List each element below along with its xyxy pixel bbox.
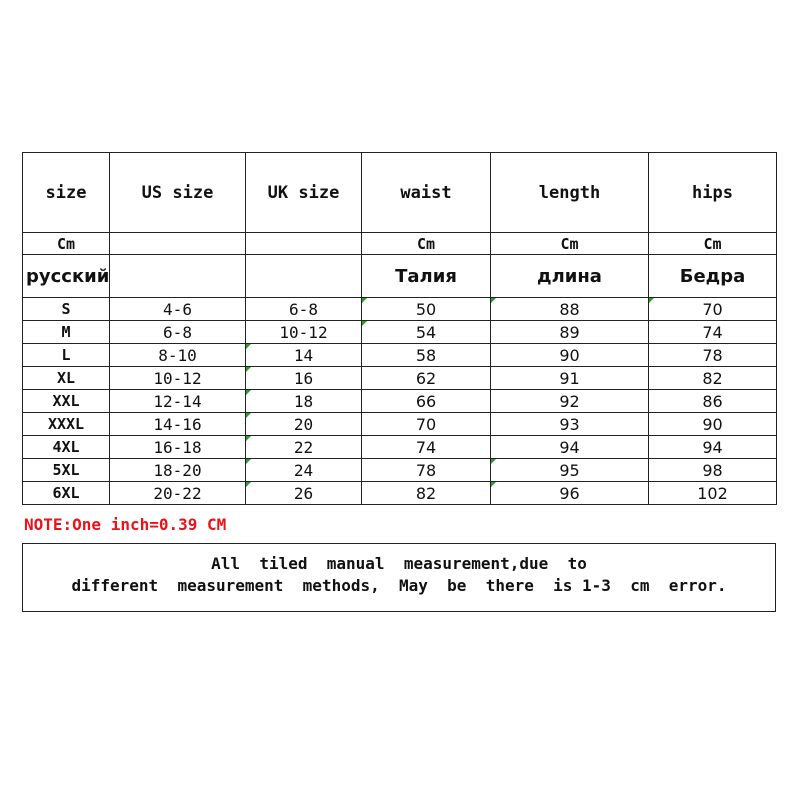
cell-text: 14 [293,345,314,365]
cell-size [23,298,110,321]
cell-text: 96 [559,483,580,503]
cell-text: 98 [702,460,723,480]
cell-waist [362,367,491,390]
cell-text: 26 [293,483,314,503]
table-row [23,298,777,321]
russian-uk-size [246,255,362,298]
cell-length [491,390,649,413]
cell-text: 95 [559,460,580,480]
cell-waist [362,436,491,459]
cell-text: 74 [415,437,437,457]
cell-text: 78 [702,345,723,365]
cell-text: 91 [559,368,580,388]
cell-hips [649,367,777,390]
cell-size [23,321,110,344]
cell-text: 54 [415,322,437,342]
cell-text: M [61,323,71,341]
russian-length: длина [491,255,649,298]
header-size: size [23,153,110,233]
cell-text: 82 [415,483,437,503]
cell-text: 24 [293,460,314,480]
cell-us-size [110,390,246,413]
cell-flag-marker [246,344,251,349]
cell-flag-marker [246,459,251,464]
table-row [23,413,777,436]
cell-length [491,367,649,390]
cell-text: 93 [559,414,580,434]
cell-waist [362,344,491,367]
cell-text: 102 [697,483,728,503]
cell-size [23,459,110,482]
cell-text: 70 [702,299,723,319]
table-row [23,321,777,344]
cell-flag-marker [491,459,496,464]
cell-uk-size [246,482,362,505]
cell-text: 89 [559,322,580,342]
cell-uk-size [246,459,362,482]
cell-text: 4XL [52,438,80,456]
cell-text: 74 [702,322,723,342]
unit-row [23,233,777,255]
cell-flag-marker [649,298,654,303]
cell-flag-marker [491,482,496,487]
cell-text: 6-8 [289,299,318,319]
cell-hips [649,390,777,413]
cell-text: 86 [702,391,723,411]
cell-us-size [110,367,246,390]
disclaimer-line-2: different measurement methods, May be there is 1-3 cm error. [71,576,727,595]
cell-hips [649,321,777,344]
cell-hips [649,482,777,505]
table-row [23,390,777,413]
cell-flag-marker [246,413,251,418]
cell-waist [362,298,491,321]
unit-size: Cm [23,233,110,255]
cell-text: 50 [415,299,437,319]
cell-text: 58 [415,345,437,365]
table-row [23,344,777,367]
header-length: length [491,153,649,233]
cell-text: 6XL [52,484,80,502]
inch-conversion-note: NOTE:One inch=0.39 CM [24,515,227,534]
cell-text: 10-12 [279,322,328,342]
cell-size [23,344,110,367]
cell-size [23,367,110,390]
cell-uk-size [246,436,362,459]
cell-us-size [110,321,246,344]
cell-text: 70 [415,414,437,434]
cell-us-size [110,298,246,321]
cell-us-size [110,413,246,436]
disclaimer-line-1: All tiled manual measurement,due to [211,554,587,573]
cell-hips [649,459,777,482]
cell-length [491,482,649,505]
cell-waist [362,413,491,436]
cell-text: 18-20 [153,460,202,480]
cell-text: 22 [293,437,314,457]
cell-text: 94 [559,437,580,457]
cell-text: XXL [52,392,80,410]
cell-flag-marker [246,390,251,395]
cell-text: 90 [559,345,580,365]
cell-text: 4-6 [163,299,192,319]
cell-us-size [110,436,246,459]
cell-flag-marker [362,298,367,303]
cell-length [491,436,649,459]
header-us-size: US size [110,153,246,233]
cell-text: XXXL [47,415,85,433]
cell-size [23,390,110,413]
unit-uk-size [246,233,362,255]
cell-text: L [61,346,71,364]
cell-text: 66 [415,391,437,411]
unit-waist: Cm [362,233,491,255]
cell-flag-marker [362,321,367,326]
cell-text: XL [56,369,76,387]
cell-us-size [110,459,246,482]
cell-us-size [110,482,246,505]
cell-text: 12-14 [153,391,202,411]
unit-us-size [110,233,246,255]
cell-text: 20 [293,414,314,434]
header-waist: waist [362,153,491,233]
cell-uk-size [246,413,362,436]
cell-uk-size [246,367,362,390]
cell-waist [362,459,491,482]
size-chart [22,152,776,612]
russian-waist: Талия [362,255,491,298]
cell-length [491,321,649,344]
cell-uk-size [246,390,362,413]
cell-length [491,344,649,367]
cell-text: 5XL [52,461,80,479]
russian-size: русский [23,255,110,298]
cell-text: 16 [293,368,314,388]
cell-waist [362,321,491,344]
cell-us-size [110,344,246,367]
cell-text: 90 [702,414,723,434]
cell-flag-marker [246,436,251,441]
cell-text: 10-12 [153,368,202,388]
header-uk-size: UK size [246,153,362,233]
cell-text: 78 [415,460,437,480]
cell-text: 6-8 [163,322,192,342]
cell-text: 62 [415,368,437,388]
cell-uk-size [246,321,362,344]
cell-text: 14-16 [153,414,202,434]
table-row [23,482,777,505]
cell-hips [649,344,777,367]
russian-header-row [23,255,777,298]
cell-uk-size [246,298,362,321]
unit-length: Cm [491,233,649,255]
cell-text: 16-18 [153,437,202,457]
measurement-disclaimer [22,544,776,612]
cell-waist [362,482,491,505]
table-row [23,459,777,482]
header-hips: hips [649,153,777,233]
cell-text: S [61,300,71,318]
cell-text: 18 [293,391,314,411]
cell-waist [362,390,491,413]
header-row [23,153,777,233]
cell-size [23,413,110,436]
russian-hips: Бедра [649,255,777,298]
note-row [22,505,776,544]
cell-length [491,413,649,436]
cell-hips [649,413,777,436]
cell-flag-marker [246,367,251,372]
table-row [23,436,777,459]
cell-size [23,436,110,459]
cell-text: 82 [702,368,723,388]
cell-text: 88 [559,299,580,319]
cell-length [491,298,649,321]
cell-flag-marker [246,482,251,487]
cell-text: 92 [559,391,580,411]
unit-hips: Cm [649,233,777,255]
table-row [23,367,777,390]
cell-size [23,482,110,505]
cell-text: 94 [702,437,723,457]
cell-text: 20-22 [153,483,202,503]
cell-length [491,459,649,482]
size-table [22,152,777,505]
russian-us-size [110,255,246,298]
cell-flag-marker [491,298,496,303]
cell-text: 8-10 [158,345,197,365]
cell-hips [649,298,777,321]
cell-hips [649,436,777,459]
cell-uk-size [246,344,362,367]
